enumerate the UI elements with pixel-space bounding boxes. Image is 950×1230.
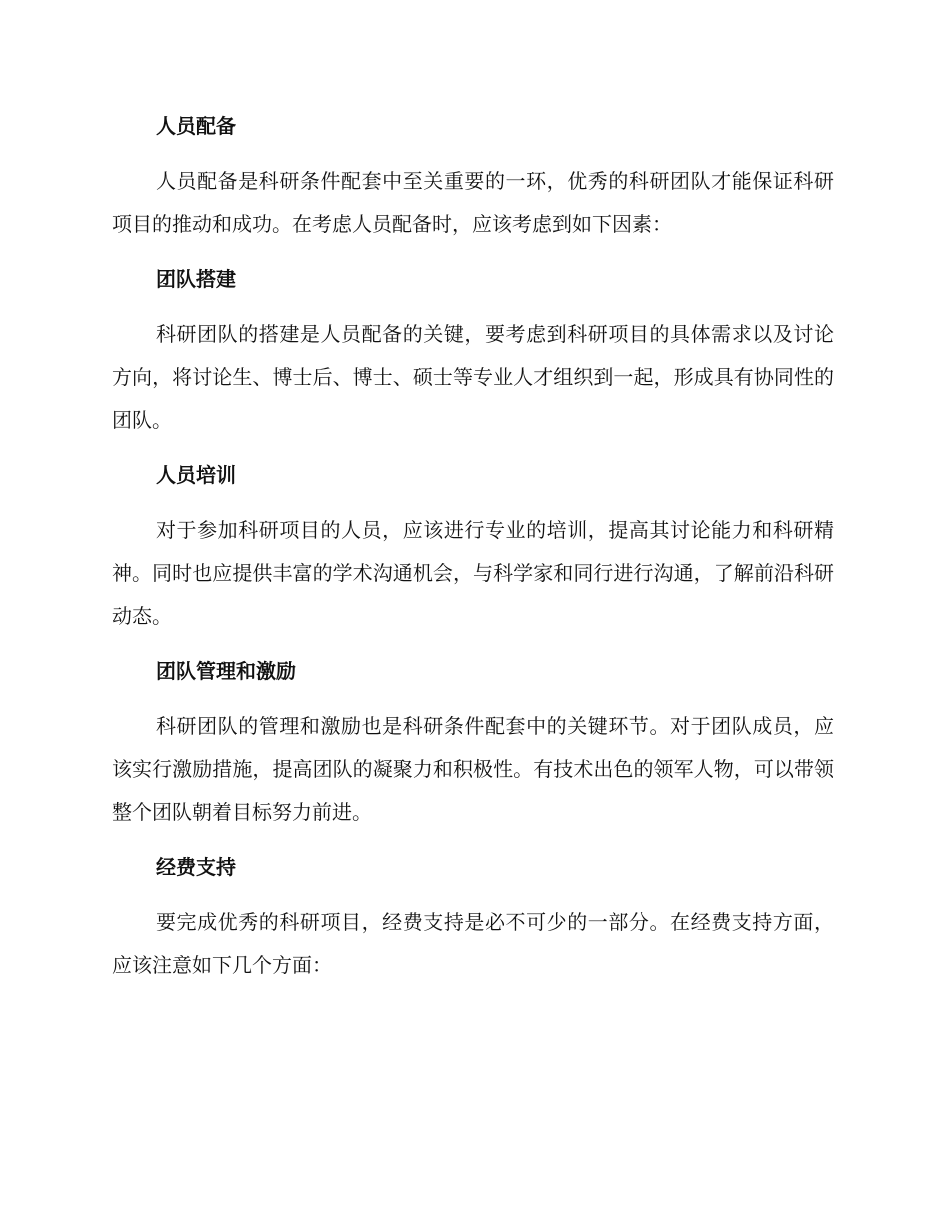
section-heading-funding: 经费支持 — [156, 855, 236, 879]
section-paragraph-team-building: 科研团队的搭建是人员配备的关键，要考虑到科研项目的具体需求以及讨论方向，将讨论生、博士后、博士、硕士等专业人才组织到一起，形成具有协同性的团队。 — [112, 322, 834, 432]
section-paragraph-training: 对于参加科研项目的人员，应该进行专业的培训，提高其讨论能力和科研精神。同时也应提供丰富的学术沟通机会，与科学家和同行进行沟通，了解前沿科研动态。 — [112, 518, 834, 628]
section-heading-team-building: 团队搭建 — [156, 267, 236, 291]
section-heading-training: 人员培训 — [156, 463, 236, 487]
section-heading-management: 团队管理和激励 — [156, 659, 296, 683]
section-paragraph-funding: 要完成优秀的科研项目，经费支持是必不可少的一部分。在经费支持方面，应该注意如下几个方面： — [112, 910, 834, 977]
section-paragraph-staffing: 人员配备是科研条件配套中至关重要的一环，优秀的科研团队才能保证科研项目的推动和成功。在考虑人员配备时，应该考虑到如下因素： — [112, 169, 834, 236]
section-paragraph-management: 科研团队的管理和激励也是科研条件配套中的关键环节。对于团队成员，应该实行激励措施，提高团队的凝聚力和积极性。有技术出色的领军人物，可以带领整个团队朝着目标努力前进。 — [112, 714, 834, 824]
document-body — [112, 108, 834, 1002]
section-heading-staffing: 人员配备 — [156, 114, 236, 138]
